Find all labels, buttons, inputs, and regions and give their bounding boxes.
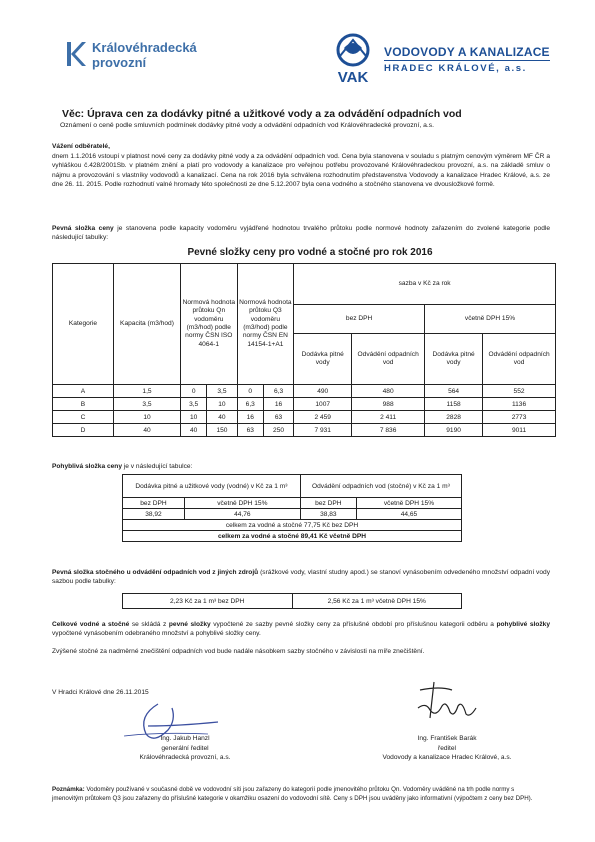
cell-sewer-no-vat: 988: [352, 398, 425, 411]
cell-qn-from: 10: [181, 411, 207, 424]
table-row: [53, 398, 556, 411]
cell-category: A: [53, 385, 114, 398]
col-header-q3: Normová hodnota průtoku Q3 vodoměru (m3/hod) podle normy ČSN EN 14154-1+A1: [237, 264, 294, 385]
cell-q3-from: 0: [237, 385, 263, 398]
cell-sewer-no-vat: 7 836: [352, 424, 425, 437]
col-header-vat: včetně DPH 15%: [425, 305, 556, 334]
cell-sewer-vat: 2773: [483, 411, 556, 424]
col-header-water-vat: Dodávka pitné vody: [425, 334, 483, 385]
cell-q3-from: 16: [237, 411, 263, 424]
total-text-2: vypočtené ze sazby pevné složky ceny za příslušné období pro příslušnou kategorii odběru a: [210, 621, 497, 628]
mobile-header-sewer: Odvádění odpadních vod (stočné) v Kč za 1 m³: [300, 475, 461, 498]
table-row: [53, 411, 556, 424]
left-signatory: [120, 734, 250, 763]
mobile-component-label: Pohyblivá složka ceny: [52, 463, 122, 470]
cell-capacity: 3,5: [114, 398, 181, 411]
cell-qn-to: 3,5: [207, 385, 237, 398]
cell-sewer-vat: 1136: [483, 398, 556, 411]
cell-capacity: 10: [114, 411, 181, 424]
mobile-water-vat: 44,76: [184, 509, 300, 520]
place-date: V Hradci Králové dne 26.11.2015: [52, 689, 149, 696]
mobile-total-vat: celkem za vodné a stočné 89,41 Kč včetně DPH: [123, 531, 462, 542]
footnote-label: Poznámka:: [52, 786, 85, 793]
other-sources-text: (srážkové vody, vlastní studny apod.) se stanoví vynásobením odvedeného množství odpadní vody sazbou podle tabulky:: [52, 569, 550, 586]
right-signatory-role: ředitel: [438, 744, 456, 752]
fixed-component-label: Pevná složka ceny: [52, 225, 114, 232]
footnote: [52, 786, 547, 803]
fixed-label: pevné složky: [168, 621, 211, 628]
greeting: Vážení odběratelé,: [52, 143, 110, 150]
total-info-paragraph: [52, 620, 550, 639]
subject-title: Věc: Úprava cen za dodávky pitné a užitkové vody a za odvádění odpadních vod: [62, 108, 462, 120]
cell-q3-from: 6,3: [237, 398, 263, 411]
cell-water-vat: 564: [425, 385, 483, 398]
left-signatory-name: Ing. Jakub Hanzl: [160, 735, 210, 742]
vak-logo: [330, 32, 550, 86]
cell-category: B: [53, 398, 114, 411]
mobile-header-sewer-no-vat: bez DPH: [300, 498, 356, 509]
cell-sewer-no-vat: 2 411: [352, 411, 425, 424]
col-header-rate: sazba v Kč za rok: [294, 264, 556, 305]
cell-category: D: [53, 424, 114, 437]
cell-water-vat: 2828: [425, 411, 483, 424]
cell-water-no-vat: 490: [294, 385, 352, 398]
cell-qn-to: 150: [207, 424, 237, 437]
col-header-no-vat: bez DPH: [294, 305, 425, 334]
col-header-sewer-no-vat: Odvádění odpadních vod: [352, 334, 425, 385]
right-logo-line2: HRADEC KRÁLOVÉ, a.s.: [384, 62, 527, 74]
cell-water-vat: 9190: [425, 424, 483, 437]
intro-paragraph: dnem 1.1.2016 vstoupí v platnost nové ceny za dodávky pitné vody a za odvádění odpadních vod. Cena byla stanovena v souladu s platným cenovým výměrem MF ČR a vyhláškou č.428/2001Sb. v platném znění a platí pro vodovody a kanalizace pro veřejnou potřebu provozované Královéhradeckou provozní, a.s. na základě smluv o nájmu a provozování s vlastníky vodovodů a kanalizací. Cena na rok 2016 byla schválena rozhodnutím představenstva Vodovody a kanalizace Hradec Králové, a.s. ze dne 26. 11. 2015. Podle rozhodnutí valné hromady této společnosti ze dne 5.12.2007 byla cena vodného a stočného stanovena ve dvousložkové formě.: [52, 153, 550, 188]
cell-sewer-vat: 9011: [483, 424, 556, 437]
total-text-3: vypočtené vynásobením odebraného množství a pohyblivé složky ceny.: [52, 630, 261, 638]
logo-mark-icon: [66, 40, 86, 68]
left-logo-line2: provozní: [92, 55, 147, 70]
cell-category: C: [53, 411, 114, 424]
mobile-header-water: Dodávka pitné a užitkové vody (vodné) v Kč za 1 m³: [123, 475, 301, 498]
cell-qn-from: 0: [181, 385, 207, 398]
fixed-table-title: Pevné složky ceny pro vodné a stočné pro rok 2016: [187, 247, 433, 258]
table-row: [53, 385, 556, 398]
cell-q3-to: 6,3: [263, 385, 293, 398]
fixed-component-paragraph: [52, 224, 550, 243]
total-label: Celkové vodné a stočné: [52, 621, 130, 628]
col-header-qn: Normová hodnota průtoku Qn vodoměru (m3/hod) podle normy ČSN ISO 4064-1: [181, 264, 238, 385]
mobile-sewer-no-vat: 38,83: [300, 509, 356, 520]
mobile-component-intro: [52, 462, 192, 471]
other-sources-label: Pevná složka stočného u odvádění odpadních vod z jiných zdrojů: [52, 569, 259, 576]
cell-capacity: 1,5: [114, 385, 181, 398]
cell-sewer-vat: 552: [483, 385, 556, 398]
cell-qn-to: 10: [207, 398, 237, 411]
cell-qn-to: 40: [207, 411, 237, 424]
other-sources-no-vat: 2,23 Kč za 1 m³ bez DPH: [123, 594, 293, 609]
mobile-header-sewer-vat: včetně DPH 15%: [356, 498, 461, 509]
cell-q3-to: 63: [263, 411, 293, 424]
subject-subtitle: Oznámení o ceně podle smluvních podmínek dodávky pitné vody a odvádění odpadních vod Královéhradecké provozní, a.s.: [60, 122, 435, 129]
mobile-label: pohyblivé složky: [496, 621, 550, 628]
mobile-component-text: je v následující tabulce:: [122, 463, 193, 470]
cell-water-vat: 1158: [425, 398, 483, 411]
right-logo-line1: VODOVODY A KANALIZACE: [384, 44, 550, 59]
other-sources-paragraph: [52, 568, 550, 587]
cell-q3-to: 250: [263, 424, 293, 437]
total-text-1: se skládá z: [129, 621, 169, 628]
col-header-category: Kategorie: [53, 264, 114, 385]
mobile-header-water-no-vat: bez DPH: [123, 498, 185, 509]
left-signatory-role: generální ředitel: [161, 744, 209, 752]
cell-q3-from: 63: [237, 424, 263, 437]
kralovehradecka-provozni-logo: [66, 40, 197, 70]
right-signature-icon: [400, 678, 490, 728]
cell-water-no-vat: 1007: [294, 398, 352, 411]
cell-sewer-no-vat: 480: [352, 385, 425, 398]
mobile-total-no-vat: celkem za vodné a stočné 77,75 Kč bez DPH: [123, 520, 462, 531]
footnote-text: Vodoměry používané v současné době ve vodovodní síti jsou zařazeny do kategorií podle jmenovitého průtoku Qn. Vodoměry uváděné na trh podle normy s jmenovitým průtokem Q3 jsou zařazeny do příslušné kategorie v okamžiku osazení do vodovodní sítě. Ceny s DPH jsou uváděny jako informativní (výpočtem z ceny bez DPH).: [52, 786, 533, 802]
cell-water-no-vat: 2 459: [294, 411, 352, 424]
vak-emblem-icon: [330, 32, 376, 86]
fixed-component-text: je stanovena podle kapacity vodoměru vyjádřené hodnotou trvalého průtoku podle normové hodnoty zařazením do zvolené kategorie podle následující tabulky:: [52, 225, 550, 242]
other-sources-table: [122, 593, 462, 609]
cell-water-no-vat: 7 931: [294, 424, 352, 437]
right-signatory-name: Ing. František Barák: [417, 735, 477, 742]
left-signatory-org: Královéhradecká provozní, a.s.: [139, 754, 231, 761]
col-header-sewer-vat: Odvádění odpadních vod: [483, 334, 556, 385]
left-logo-line1: Královéhradecká: [92, 40, 197, 55]
mobile-price-table: [122, 474, 462, 542]
col-header-capacity: Kapacita (m3/hod): [114, 264, 181, 385]
cell-capacity: 40: [114, 424, 181, 437]
right-signatory: [372, 734, 522, 763]
vak-mark: VAK: [337, 69, 369, 86]
mobile-sewer-vat: 44,65: [356, 509, 461, 520]
cell-q3-to: 16: [263, 398, 293, 411]
cell-qn-from: 40: [181, 424, 207, 437]
col-header-water-no-vat: Dodávka pitné vody: [294, 334, 352, 385]
fixed-price-table: [52, 263, 556, 437]
mobile-water-no-vat: 38,92: [123, 509, 185, 520]
right-signatory-org: Vodovody a kanalizace Hradec Králové, a.s.: [382, 754, 512, 761]
table-row: [53, 424, 556, 437]
mobile-header-water-vat: včetně DPH 15%: [184, 498, 300, 509]
increase-paragraph: Zvýšené stočné za nadměrné znečištění odpadních vod bude nadále násobkem sazby stočného v závislosti na míře znečištění.: [52, 648, 425, 655]
cell-qn-from: 3,5: [181, 398, 207, 411]
other-sources-vat: 2,56 Kč za 1 m³ včetně DPH 15%: [292, 594, 462, 609]
